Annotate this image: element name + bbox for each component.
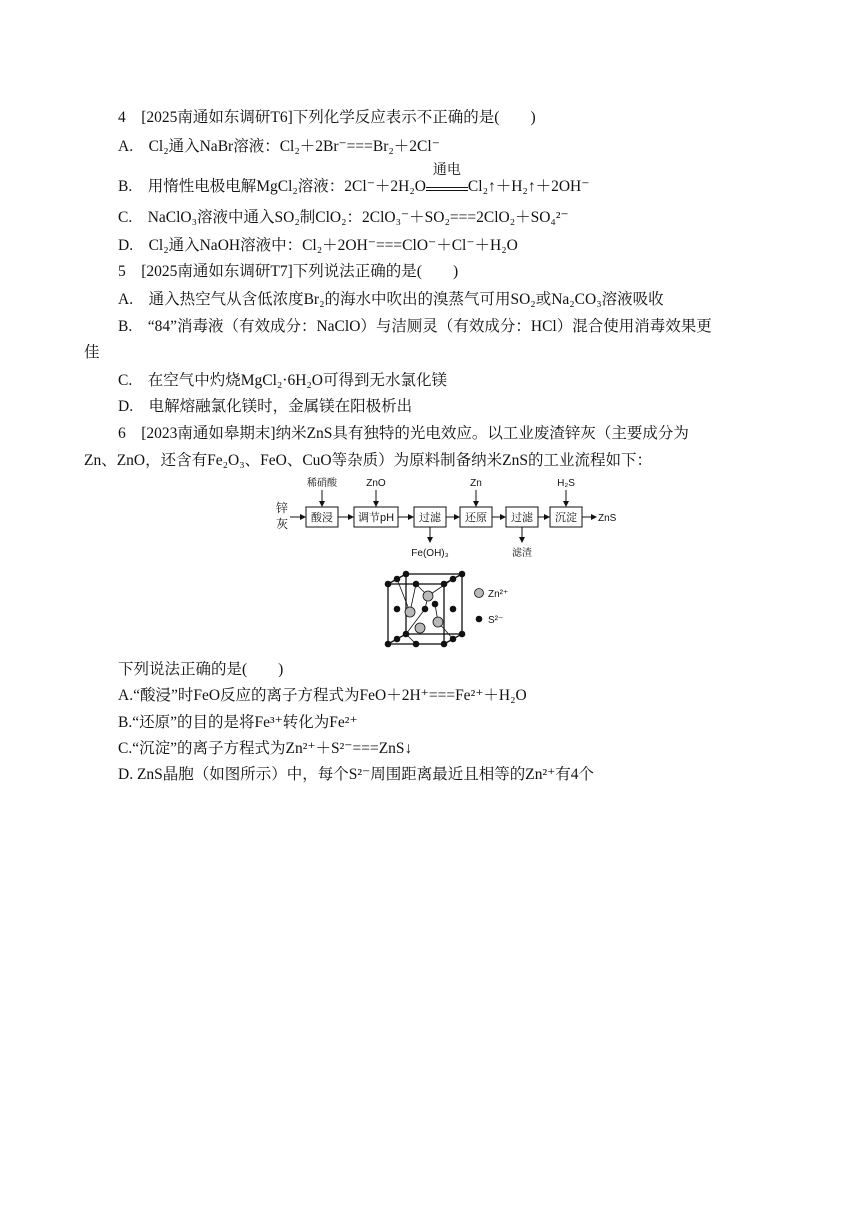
condition-label: 通电 [432, 163, 461, 178]
legend-zn-marker [475, 589, 484, 598]
output-fe-oh3: Fe(OH)₃ [411, 548, 449, 559]
start-label-2: 灰 [276, 517, 289, 531]
q6-option-c: C.“沉淀”的离子方程式为Zn²⁺＋S²⁻===ZnS↓ [118, 740, 413, 757]
s-ions [385, 571, 466, 648]
q5-option-a: A. 通入热空气从含低浓度Br₂的海水中吹出的溴蒸气可用SO₂或Na₂CO₃溶液吸收 [118, 291, 664, 308]
input-h2s: H₂S [557, 478, 575, 489]
q6-option-a: A.“酸浸”时FeO反应的离子方程式为FeO＋2H⁺===Fe²⁺＋H₂O [118, 687, 527, 704]
input-zno: ZnO [366, 478, 386, 489]
q6-option-b: B.“还原”的目的是将Fe³⁺转化为Fe²⁺ [118, 714, 358, 731]
box-label-precipitate: 沉淀 [555, 512, 577, 524]
start-label-1: 锌 [276, 501, 289, 515]
q5-option-d: D. 电解熔融氯化镁时，金属镁在阳极析出 [118, 398, 413, 415]
q4-stem: 4 [2025南通如东调研T6]下列化学反应表示不正确的是( ) [118, 109, 536, 126]
legend-zn-label: Zn²⁺ [488, 589, 509, 600]
q6-stem-line2: Zn、ZnO，还含有Fe₂O₃、FeO、CuO等杂质）为原料制备纳米ZnS的工业流程如下： [84, 452, 652, 469]
output-residue: 滤渣 [512, 548, 532, 559]
box-label-adjust-ph: 调节pH [357, 512, 395, 524]
q5-option-c: C. 在空气中灼烧MgCl₂·6H₂O可得到无水氯化镁 [118, 372, 447, 389]
q6-question: 下列说法正确的是( ) [118, 661, 284, 678]
process-flow-diagram [270, 474, 630, 566]
input-zn: Zn [470, 478, 482, 489]
electrolysis-arrow [426, 163, 468, 191]
q4-option-b-rhs: Cl₂↑＋H₂↑＋2OH⁻ [467, 178, 590, 195]
q4-option-b [118, 163, 590, 197]
q4-option-d: D. Cl₂通入NaOH溶液中：Cl₂＋2OH⁻===ClO⁻＋Cl⁻＋H₂O [118, 237, 518, 254]
q5-option-b-line1: B. “84”消毒液（有效成分：NaClO）与洁厕灵（有效成分：HCl）混合使用消毒效果更 [118, 318, 712, 335]
legend-s-label: S²⁻ [488, 615, 504, 626]
zns-unit-cell-figure [380, 570, 530, 650]
q4-option-b-lhs: B. 用惰性电极电解MgCl₂溶液：2Cl⁻＋2H₂O [118, 178, 426, 195]
legend-s-marker [476, 616, 483, 623]
q6-stem-line1: 6 [2023南通如皋期末]纳米ZnS具有独特的光电效应。以工业废渣锌灰（主要成分为 [118, 425, 689, 442]
q5-stem: 5 [2025南通如东调研T7]下列说法正确的是( ) [118, 263, 459, 280]
box-label-filter-2: 过滤 [511, 512, 533, 524]
box-label-reduce: 还原 [465, 512, 487, 524]
input-nitric-acid: 稀硝酸 [307, 478, 337, 489]
box-label-filter-1: 过滤 [419, 512, 441, 524]
q6-option-d: D. ZnS晶胞（如图所示）中，每个S²⁻周围距离最近且相等的Zn²⁺有4个 [118, 766, 595, 783]
box-label-acid-leach: 酸浸 [311, 512, 333, 524]
q4-option-c: C. NaClO₃溶液中通入SO₂制ClO₂：2ClO₃⁻＋SO₂===2ClO₂＋SO₄²⁻ [118, 209, 569, 226]
product-zns: ZnS [598, 513, 617, 524]
q4-option-a: A. Cl₂通入NaBr溶液：Cl₂＋2Br⁻===Br₂＋2Cl⁻ [118, 138, 440, 155]
q5-option-b-line2: 佳 [84, 344, 100, 361]
